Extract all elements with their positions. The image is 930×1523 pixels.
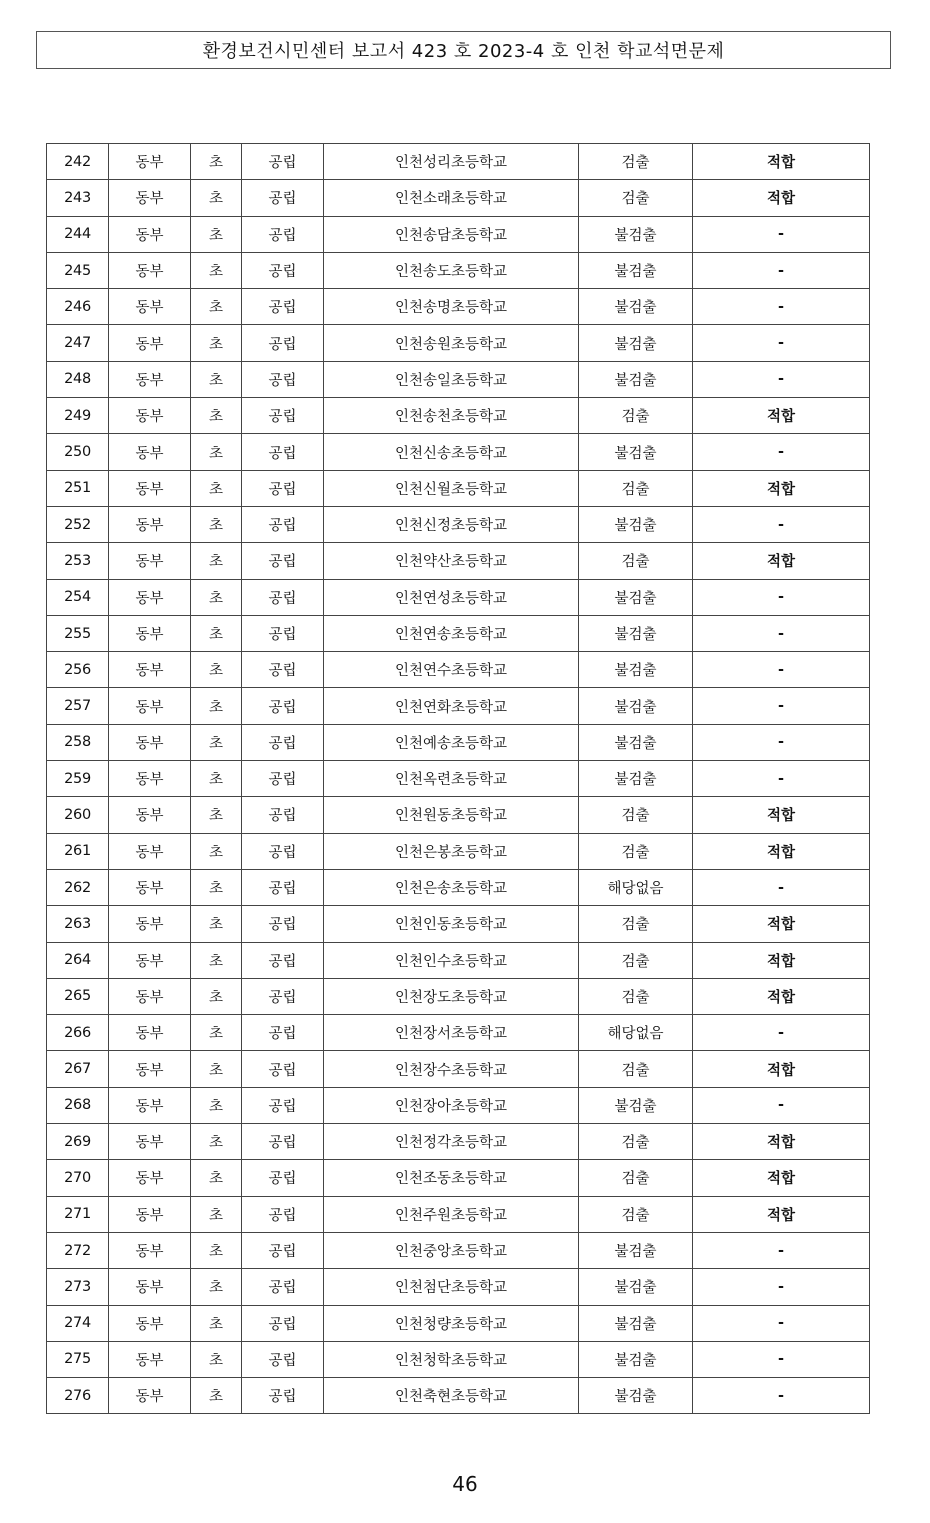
detection-result-cell: 검출 xyxy=(579,833,693,869)
judgment-cell: 적합 xyxy=(693,543,870,579)
school-level-cell: 초 xyxy=(191,652,242,688)
judgment-cell: - xyxy=(693,1378,870,1414)
table-row xyxy=(47,144,870,180)
region-cell: 동부 xyxy=(109,688,191,724)
region-cell: 동부 xyxy=(109,252,191,288)
row-number-cell: 267 xyxy=(47,1051,109,1087)
school-name-cell: 인천은송초등학교 xyxy=(324,869,579,905)
region-cell: 동부 xyxy=(109,289,191,325)
school-type-cell: 공립 xyxy=(242,724,324,760)
school-level-cell: 초 xyxy=(191,688,242,724)
school-name-cell: 인천예송초등학교 xyxy=(324,724,579,760)
school-type-cell: 공립 xyxy=(242,434,324,470)
detection-result-cell: 불검출 xyxy=(579,579,693,615)
judgment-cell: - xyxy=(693,1305,870,1341)
judgment-cell: - xyxy=(693,1341,870,1377)
region-cell: 동부 xyxy=(109,906,191,942)
row-number-cell: 269 xyxy=(47,1124,109,1160)
row-number-cell: 276 xyxy=(47,1378,109,1414)
school-level-cell: 초 xyxy=(191,1341,242,1377)
detection-result-cell: 불검출 xyxy=(579,1087,693,1123)
row-number-cell: 245 xyxy=(47,252,109,288)
school-name-cell: 인천연화초등학교 xyxy=(324,688,579,724)
school-level-cell: 초 xyxy=(191,978,242,1014)
school-type-cell: 공립 xyxy=(242,906,324,942)
school-type-cell: 공립 xyxy=(242,833,324,869)
school-name-cell: 인천옥련초등학교 xyxy=(324,761,579,797)
table-row xyxy=(47,906,870,942)
region-cell: 동부 xyxy=(109,1305,191,1341)
school-name-cell: 인천장서초등학교 xyxy=(324,1015,579,1051)
row-number-cell: 272 xyxy=(47,1232,109,1268)
region-cell: 동부 xyxy=(109,543,191,579)
school-name-cell: 인천성리초등학교 xyxy=(324,144,579,180)
region-cell: 동부 xyxy=(109,470,191,506)
school-name-cell: 인천축현초등학교 xyxy=(324,1378,579,1414)
school-type-cell: 공립 xyxy=(242,470,324,506)
table-row xyxy=(47,579,870,615)
region-cell: 동부 xyxy=(109,833,191,869)
judgment-cell: 적합 xyxy=(693,144,870,180)
row-number-cell: 264 xyxy=(47,942,109,978)
region-cell: 동부 xyxy=(109,506,191,542)
school-type-cell: 공립 xyxy=(242,579,324,615)
table-row xyxy=(47,1124,870,1160)
judgment-cell: - xyxy=(693,1015,870,1051)
school-type-cell: 공립 xyxy=(242,216,324,252)
judgment-cell: 적합 xyxy=(693,1124,870,1160)
region-cell: 동부 xyxy=(109,1196,191,1232)
school-type-cell: 공립 xyxy=(242,1124,324,1160)
school-level-cell: 초 xyxy=(191,506,242,542)
row-number-cell: 260 xyxy=(47,797,109,833)
row-number-cell: 262 xyxy=(47,869,109,905)
region-cell: 동부 xyxy=(109,325,191,361)
row-number-cell: 261 xyxy=(47,833,109,869)
region-cell: 동부 xyxy=(109,144,191,180)
row-number-cell: 271 xyxy=(47,1196,109,1232)
school-type-cell: 공립 xyxy=(242,942,324,978)
detection-result-cell: 불검출 xyxy=(579,1269,693,1305)
school-name-cell: 인천장아초등학교 xyxy=(324,1087,579,1123)
school-type-cell: 공립 xyxy=(242,506,324,542)
school-level-cell: 초 xyxy=(191,1015,242,1051)
detection-result-cell: 불검출 xyxy=(579,1341,693,1377)
school-level-cell: 초 xyxy=(191,906,242,942)
school-name-cell: 인천원동초등학교 xyxy=(324,797,579,833)
detection-result-cell: 검출 xyxy=(579,797,693,833)
row-number-cell: 248 xyxy=(47,361,109,397)
school-name-cell: 인천연송초등학교 xyxy=(324,615,579,651)
table-row xyxy=(47,761,870,797)
detection-result-cell: 검출 xyxy=(579,1124,693,1160)
school-name-cell: 인천송원초등학교 xyxy=(324,325,579,361)
row-number-cell: 263 xyxy=(47,906,109,942)
judgment-cell: - xyxy=(693,652,870,688)
region-cell: 동부 xyxy=(109,761,191,797)
table-row xyxy=(47,543,870,579)
school-type-cell: 공립 xyxy=(242,1341,324,1377)
detection-result-cell: 불검출 xyxy=(579,761,693,797)
table-row xyxy=(47,724,870,760)
row-number-cell: 275 xyxy=(47,1341,109,1377)
table-row xyxy=(47,289,870,325)
school-type-cell: 공립 xyxy=(242,325,324,361)
table-row xyxy=(47,652,870,688)
table-row xyxy=(47,978,870,1014)
judgment-cell: 적합 xyxy=(693,978,870,1014)
school-level-cell: 초 xyxy=(191,252,242,288)
row-number-cell: 274 xyxy=(47,1305,109,1341)
table-row xyxy=(47,1196,870,1232)
school-level-cell: 초 xyxy=(191,761,242,797)
table-row xyxy=(47,615,870,651)
report-title: 환경보건시민센터 보고서 423 호 2023-4 호 인천 학교석면문제 xyxy=(202,41,725,62)
school-type-cell: 공립 xyxy=(242,1305,324,1341)
school-type-cell: 공립 xyxy=(242,688,324,724)
table-row xyxy=(47,216,870,252)
judgment-cell: - xyxy=(693,361,870,397)
detection-result-cell: 불검출 xyxy=(579,252,693,288)
judgment-cell: 적합 xyxy=(693,1160,870,1196)
school-type-cell: 공립 xyxy=(242,180,324,216)
school-name-cell: 인천신정초등학교 xyxy=(324,506,579,542)
judgment-cell: 적합 xyxy=(693,398,870,434)
school-name-cell: 인천청량초등학교 xyxy=(324,1305,579,1341)
table-row xyxy=(47,180,870,216)
judgment-cell: 적합 xyxy=(693,833,870,869)
school-name-cell: 인천인동초등학교 xyxy=(324,906,579,942)
detection-result-cell: 검출 xyxy=(579,398,693,434)
school-name-cell: 인천청학초등학교 xyxy=(324,1341,579,1377)
table-row xyxy=(47,434,870,470)
table-row xyxy=(47,942,870,978)
row-number-cell: 251 xyxy=(47,470,109,506)
region-cell: 동부 xyxy=(109,869,191,905)
school-level-cell: 초 xyxy=(191,180,242,216)
school-name-cell: 인천송천초등학교 xyxy=(324,398,579,434)
judgment-cell: - xyxy=(693,1269,870,1305)
region-cell: 동부 xyxy=(109,398,191,434)
region-cell: 동부 xyxy=(109,1269,191,1305)
school-name-cell: 인천송도초등학교 xyxy=(324,252,579,288)
judgment-cell: 적합 xyxy=(693,180,870,216)
school-level-cell: 초 xyxy=(191,144,242,180)
detection-result-cell: 검출 xyxy=(579,470,693,506)
table-row xyxy=(47,1341,870,1377)
school-name-cell: 인천정각초등학교 xyxy=(324,1124,579,1160)
detection-result-cell: 검출 xyxy=(579,1196,693,1232)
detection-result-cell: 검출 xyxy=(579,543,693,579)
judgment-cell: - xyxy=(693,252,870,288)
school-type-cell: 공립 xyxy=(242,1051,324,1087)
detection-result-cell: 불검출 xyxy=(579,652,693,688)
row-number-cell: 270 xyxy=(47,1160,109,1196)
region-cell: 동부 xyxy=(109,1015,191,1051)
school-name-cell: 인천송일초등학교 xyxy=(324,361,579,397)
row-number-cell: 253 xyxy=(47,543,109,579)
school-type-cell: 공립 xyxy=(242,252,324,288)
school-type-cell: 공립 xyxy=(242,1269,324,1305)
school-type-cell: 공립 xyxy=(242,144,324,180)
row-number-cell: 254 xyxy=(47,579,109,615)
row-number-cell: 273 xyxy=(47,1269,109,1305)
report-header xyxy=(36,31,891,69)
judgment-cell: 적합 xyxy=(693,797,870,833)
school-name-cell: 인천조동초등학교 xyxy=(324,1160,579,1196)
table-row xyxy=(47,833,870,869)
detection-result-cell: 불검출 xyxy=(579,216,693,252)
row-number-cell: 265 xyxy=(47,978,109,1014)
detection-result-cell: 불검출 xyxy=(579,361,693,397)
school-name-cell: 인천연수초등학교 xyxy=(324,652,579,688)
school-asbestos-table xyxy=(46,143,870,1414)
table-row xyxy=(47,1051,870,1087)
detection-result-cell: 불검출 xyxy=(579,289,693,325)
school-level-cell: 초 xyxy=(191,724,242,760)
region-cell: 동부 xyxy=(109,1378,191,1414)
table-row xyxy=(47,1015,870,1051)
school-level-cell: 초 xyxy=(191,434,242,470)
school-level-cell: 초 xyxy=(191,543,242,579)
region-cell: 동부 xyxy=(109,216,191,252)
judgment-cell: - xyxy=(693,615,870,651)
school-level-cell: 초 xyxy=(191,325,242,361)
school-level-cell: 초 xyxy=(191,1269,242,1305)
table-row xyxy=(47,398,870,434)
detection-result-cell: 검출 xyxy=(579,180,693,216)
school-level-cell: 초 xyxy=(191,1196,242,1232)
detection-result-cell: 불검출 xyxy=(579,615,693,651)
judgment-cell: - xyxy=(693,869,870,905)
region-cell: 동부 xyxy=(109,1051,191,1087)
table-row xyxy=(47,470,870,506)
school-level-cell: 초 xyxy=(191,361,242,397)
school-type-cell: 공립 xyxy=(242,543,324,579)
school-level-cell: 초 xyxy=(191,869,242,905)
school-type-cell: 공립 xyxy=(242,1087,324,1123)
judgment-cell: 적합 xyxy=(693,470,870,506)
school-level-cell: 초 xyxy=(191,1051,242,1087)
row-number-cell: 255 xyxy=(47,615,109,651)
school-name-cell: 인천송명초등학교 xyxy=(324,289,579,325)
school-name-cell: 인천약산초등학교 xyxy=(324,543,579,579)
table-row xyxy=(47,361,870,397)
school-level-cell: 초 xyxy=(191,289,242,325)
region-cell: 동부 xyxy=(109,434,191,470)
table-row xyxy=(47,1378,870,1414)
row-number-cell: 247 xyxy=(47,325,109,361)
school-type-cell: 공립 xyxy=(242,1196,324,1232)
row-number-cell: 244 xyxy=(47,216,109,252)
school-level-cell: 초 xyxy=(191,1378,242,1414)
row-number-cell: 268 xyxy=(47,1087,109,1123)
row-number-cell: 243 xyxy=(47,180,109,216)
row-number-cell: 258 xyxy=(47,724,109,760)
region-cell: 동부 xyxy=(109,361,191,397)
region-cell: 동부 xyxy=(109,579,191,615)
judgment-cell: 적합 xyxy=(693,1051,870,1087)
row-number-cell: 252 xyxy=(47,506,109,542)
school-name-cell: 인천신송초등학교 xyxy=(324,434,579,470)
region-cell: 동부 xyxy=(109,180,191,216)
school-name-cell: 인천첨단초등학교 xyxy=(324,1269,579,1305)
detection-result-cell: 불검출 xyxy=(579,434,693,470)
school-level-cell: 초 xyxy=(191,470,242,506)
judgment-cell: - xyxy=(693,1087,870,1123)
judgment-cell: 적합 xyxy=(693,942,870,978)
table-row xyxy=(47,797,870,833)
school-name-cell: 인천인수초등학교 xyxy=(324,942,579,978)
table-row xyxy=(47,1232,870,1268)
detection-result-cell: 불검출 xyxy=(579,1305,693,1341)
judgment-cell: 적합 xyxy=(693,906,870,942)
school-level-cell: 초 xyxy=(191,1232,242,1268)
judgment-cell: 적합 xyxy=(693,1196,870,1232)
region-cell: 동부 xyxy=(109,652,191,688)
school-type-cell: 공립 xyxy=(242,361,324,397)
row-number-cell: 250 xyxy=(47,434,109,470)
school-type-cell: 공립 xyxy=(242,869,324,905)
row-number-cell: 257 xyxy=(47,688,109,724)
judgment-cell: - xyxy=(693,688,870,724)
school-level-cell: 초 xyxy=(191,1305,242,1341)
region-cell: 동부 xyxy=(109,724,191,760)
table-body xyxy=(47,144,870,1414)
school-level-cell: 초 xyxy=(191,833,242,869)
detection-result-cell: 불검출 xyxy=(579,1232,693,1268)
table-row xyxy=(47,1269,870,1305)
table-row xyxy=(47,1160,870,1196)
row-number-cell: 249 xyxy=(47,398,109,434)
region-cell: 동부 xyxy=(109,942,191,978)
region-cell: 동부 xyxy=(109,797,191,833)
region-cell: 동부 xyxy=(109,615,191,651)
school-name-cell: 인천소래초등학교 xyxy=(324,180,579,216)
school-level-cell: 초 xyxy=(191,1160,242,1196)
detection-result-cell: 검출 xyxy=(579,906,693,942)
detection-result-cell: 불검출 xyxy=(579,1378,693,1414)
school-level-cell: 초 xyxy=(191,797,242,833)
table-row xyxy=(47,869,870,905)
region-cell: 동부 xyxy=(109,978,191,1014)
row-number-cell: 256 xyxy=(47,652,109,688)
school-level-cell: 초 xyxy=(191,579,242,615)
detection-result-cell: 해당없음 xyxy=(579,869,693,905)
school-level-cell: 초 xyxy=(191,615,242,651)
table-row xyxy=(47,1305,870,1341)
detection-result-cell: 불검출 xyxy=(579,325,693,361)
judgment-cell: - xyxy=(693,579,870,615)
detection-result-cell: 검출 xyxy=(579,978,693,1014)
region-cell: 동부 xyxy=(109,1124,191,1160)
school-type-cell: 공립 xyxy=(242,615,324,651)
school-type-cell: 공립 xyxy=(242,652,324,688)
detection-result-cell: 해당없음 xyxy=(579,1015,693,1051)
table-row xyxy=(47,506,870,542)
school-name-cell: 인천중앙초등학교 xyxy=(324,1232,579,1268)
detection-result-cell: 불검출 xyxy=(579,688,693,724)
row-number-cell: 259 xyxy=(47,761,109,797)
judgment-cell: - xyxy=(693,216,870,252)
table-row xyxy=(47,325,870,361)
school-level-cell: 초 xyxy=(191,216,242,252)
region-cell: 동부 xyxy=(109,1232,191,1268)
judgment-cell: - xyxy=(693,325,870,361)
table-row xyxy=(47,1087,870,1123)
judgment-cell: - xyxy=(693,289,870,325)
table-row xyxy=(47,688,870,724)
school-type-cell: 공립 xyxy=(242,797,324,833)
region-cell: 동부 xyxy=(109,1087,191,1123)
region-cell: 동부 xyxy=(109,1341,191,1377)
detection-result-cell: 검출 xyxy=(579,1160,693,1196)
page-number: 46 xyxy=(452,1472,478,1496)
school-name-cell: 인천장수초등학교 xyxy=(324,1051,579,1087)
detection-result-cell: 불검출 xyxy=(579,506,693,542)
school-type-cell: 공립 xyxy=(242,1015,324,1051)
row-number-cell: 246 xyxy=(47,289,109,325)
judgment-cell: - xyxy=(693,506,870,542)
judgment-cell: - xyxy=(693,434,870,470)
detection-result-cell: 검출 xyxy=(579,942,693,978)
school-type-cell: 공립 xyxy=(242,289,324,325)
school-level-cell: 초 xyxy=(191,1087,242,1123)
judgment-cell: - xyxy=(693,724,870,760)
school-type-cell: 공립 xyxy=(242,1232,324,1268)
school-type-cell: 공립 xyxy=(242,761,324,797)
school-name-cell: 인천신월초등학교 xyxy=(324,470,579,506)
school-level-cell: 초 xyxy=(191,942,242,978)
school-level-cell: 초 xyxy=(191,398,242,434)
school-name-cell: 인천송담초등학교 xyxy=(324,216,579,252)
school-type-cell: 공립 xyxy=(242,1160,324,1196)
school-name-cell: 인천연성초등학교 xyxy=(324,579,579,615)
judgment-cell: - xyxy=(693,761,870,797)
school-type-cell: 공립 xyxy=(242,1378,324,1414)
detection-result-cell: 검출 xyxy=(579,144,693,180)
judgment-cell: - xyxy=(693,1232,870,1268)
school-name-cell: 인천은봉초등학교 xyxy=(324,833,579,869)
school-name-cell: 인천주원초등학교 xyxy=(324,1196,579,1232)
school-type-cell: 공립 xyxy=(242,398,324,434)
region-cell: 동부 xyxy=(109,1160,191,1196)
detection-result-cell: 검출 xyxy=(579,1051,693,1087)
row-number-cell: 266 xyxy=(47,1015,109,1051)
table-row xyxy=(47,252,870,288)
school-name-cell: 인천장도초등학교 xyxy=(324,978,579,1014)
row-number-cell: 242 xyxy=(47,144,109,180)
school-level-cell: 초 xyxy=(191,1124,242,1160)
detection-result-cell: 불검출 xyxy=(579,724,693,760)
school-type-cell: 공립 xyxy=(242,978,324,1014)
